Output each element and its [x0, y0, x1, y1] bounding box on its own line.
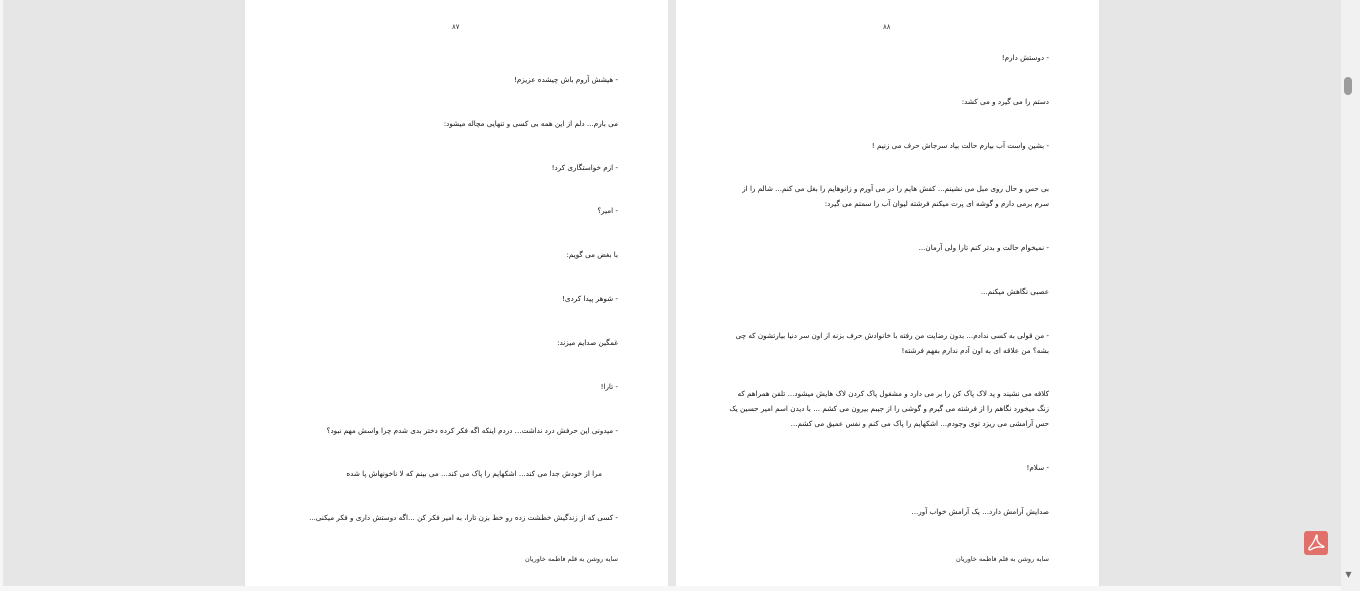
text-line: - دوستش دارم!	[1001, 53, 1049, 62]
text-line: غمگین صدایم میزند:	[557, 338, 618, 347]
text-line: می بارم... دلم از این همه بی کسی و تنهایی مچاله میشود:	[443, 119, 618, 128]
text-line: مرا از خودش جدا می کند... اشکهایم را پاک می کند... می بینم که لا ناخونهاش پا شده	[346, 469, 602, 478]
text-line: - بشین واست آب بیارم حالت بیاد سرجاش حرف می زنیم !	[871, 141, 1049, 150]
page-number: ۸۸	[883, 23, 891, 31]
text-line: - تارا!	[600, 382, 618, 391]
text-line: با بغض می گویم:	[566, 250, 618, 259]
text-line: - امیر؟	[597, 206, 618, 215]
text-line: صدایش آرامش دارد... یک آرامش خواب آور...	[911, 507, 1049, 516]
chevron-down-icon[interactable]: ▼	[1345, 570, 1352, 579]
text-line: - سلام!	[1026, 463, 1049, 472]
left-edge	[0, 0, 3, 591]
text-paragraph: کلافه می نشیند و پد لاک پاک کن را بر می دارد و مشغول پاک کردن لاک هایش میشود... تلفن همراهم که زنگ میخورد نگاهم را از فرشته می گیرم و گوشی را از جیبم بیرون می کشم ... با دیدن اسم امیر حسین یک حس آرامشی می ریزد توی وجودم... اشکهایم را پاک می کنم و نفس عمیق می کشم...	[729, 389, 1049, 428]
pdf-icon	[1304, 531, 1328, 555]
page-footer: سایه روشن به قلم فاطمه خاوریان	[525, 555, 618, 563]
page-87	[245, 0, 668, 587]
text-line: دستم را می گیرد و می کشد:	[961, 97, 1049, 106]
text-line: - هیشش آروم باش چیشده عزیزم!	[513, 75, 618, 84]
pdf-button[interactable]	[1304, 531, 1328, 555]
text-line: - ازم خواستگاری کرد!	[551, 163, 618, 172]
page-88	[676, 0, 1099, 587]
scrollbar-thumb[interactable]	[1344, 77, 1352, 95]
text-line: - شوهر پیدا کردی!	[562, 294, 618, 303]
text-line: - کسی که از زندگیش خطشت زده رو خط بزن تارا، به امیر فکر کن ...اگه دوستش داری و فکر میکنی...	[309, 513, 618, 522]
page-footer: سایه روشن به قلم فاطمه خاوریان	[956, 555, 1049, 563]
text-paragraph: - من قولی به کسی ندادم... بدون رضایت من رفته با خانوادش حرف بزنه از اون سر دنیا بیارتشون که چی بشه؟ من علاقه ای به اون آدم ندارم بفهم فرشته!	[735, 331, 1049, 355]
text-line: عصبی نگاهش میکنم...	[980, 287, 1049, 296]
page-number: ۸۷	[452, 23, 460, 31]
bottom-strip	[0, 586, 1342, 591]
text-line: - نمیخوام حالت و بدتر کنم تارا ولی آرمان...	[918, 243, 1049, 252]
text-paragraph: بی حس و حال روی مبل می نشینم... کفش هایم را در می آورم و زانوهایم را بغل می کنم... شالم را از سرم برمی دارم و گوشه ای پرت میکنم فرشته لیوان آب را سمتم می گیرد:	[742, 184, 1049, 208]
text-line: - میدونی این حرفش درد نداشت... دردم اینکه اگه فکر کرده دختر بدی شدم چرا واسش مهم نبود؟	[326, 426, 618, 435]
